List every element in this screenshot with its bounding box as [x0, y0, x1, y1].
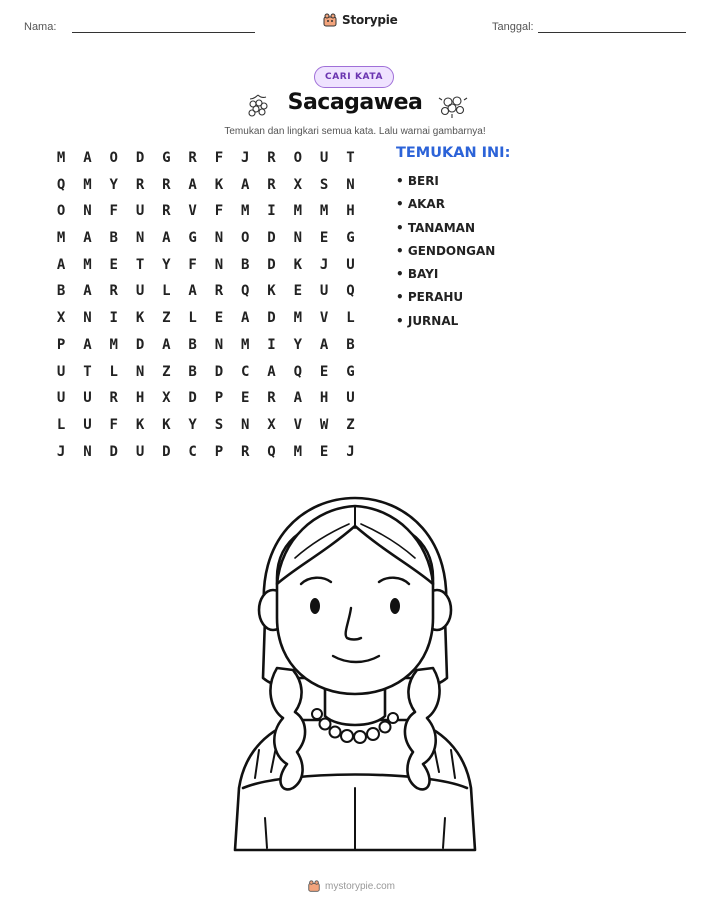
grid-letter[interactable]: I	[109, 310, 118, 327]
grid-letter[interactable]: P	[214, 390, 224, 407]
grid-letter[interactable]: G	[188, 230, 197, 247]
grid-letter[interactable]: R	[267, 150, 276, 166]
grid-letter[interactable]: Z	[346, 416, 355, 433]
grid-letter[interactable]: J	[319, 256, 329, 273]
grid-letter[interactable]: H	[319, 390, 329, 407]
grid-letter[interactable]: U	[135, 203, 145, 220]
grid-letter[interactable]: R	[135, 176, 145, 193]
grid-letter[interactable]: Z	[162, 310, 171, 327]
grid-letter[interactable]: F	[214, 150, 224, 166]
brand-logo	[322, 12, 398, 28]
grid-letter[interactable]: T	[135, 256, 145, 273]
grid-letter[interactable]: N	[83, 443, 92, 460]
grid-letter[interactable]: Y	[188, 416, 197, 433]
grid-letter[interactable]: A	[83, 336, 92, 353]
grid-letter[interactable]: W	[319, 416, 329, 433]
word-list-title: TEMUKAN INI:	[396, 145, 511, 161]
brand-name: Storypie	[342, 13, 398, 27]
grid-letter[interactable]: C	[188, 443, 197, 460]
grid-letter[interactable]: O	[241, 230, 250, 247]
grid-letter[interactable]: U	[83, 390, 92, 407]
grid-letter[interactable]: J	[241, 150, 250, 166]
grid-letter[interactable]: F	[109, 416, 118, 433]
grid-letter[interactable]: Q	[241, 283, 250, 300]
grid-letter[interactable]: Z	[162, 363, 171, 380]
grid-letter[interactable]: U	[319, 150, 329, 166]
grid-letter[interactable]: T	[83, 363, 92, 380]
grid-letter[interactable]: H	[346, 203, 355, 220]
grid-letter[interactable]: D	[109, 443, 118, 460]
grid-letter[interactable]: B	[109, 230, 118, 247]
grid-letter[interactable]: E	[293, 283, 303, 300]
word-list-item: • AKAR	[396, 197, 445, 212]
name-line	[72, 32, 255, 33]
word-list-item: • GENDONGAN	[396, 243, 496, 258]
grid-letter[interactable]: N	[214, 336, 224, 353]
grid-letter[interactable]: R	[109, 390, 118, 407]
grid-letter[interactable]: M	[109, 336, 118, 353]
grid-letter[interactable]: M	[293, 310, 303, 327]
grid-letter[interactable]: K	[135, 416, 145, 433]
grid-letter[interactable]: O	[56, 203, 66, 220]
grid-letter[interactable]: E	[319, 443, 329, 460]
grid-letter[interactable]: D	[267, 310, 276, 327]
date-line	[538, 32, 686, 33]
grid-letter[interactable]: R	[267, 390, 276, 407]
grid-letter[interactable]: D	[188, 390, 197, 407]
grid-letter[interactable]: X	[293, 176, 303, 193]
grid-letter[interactable]: K	[293, 256, 303, 273]
grid-letter[interactable]: H	[135, 390, 145, 407]
grid-letter[interactable]: Q	[56, 176, 66, 193]
grid-letter[interactable]: K	[162, 416, 171, 433]
grid-letter[interactable]: D	[162, 443, 171, 460]
grid-letter[interactable]: I	[267, 336, 276, 353]
grid-letter[interactable]: R	[162, 203, 171, 220]
word-list-item: • TANAMAN	[396, 220, 475, 235]
grid-letter[interactable]: Q	[346, 283, 355, 300]
grid-letter[interactable]: A	[162, 336, 171, 353]
word-list	[396, 172, 495, 335]
page-title: Sacagawea	[287, 90, 423, 115]
grid-letter[interactable]: R	[162, 176, 171, 193]
grid-letter[interactable]: V	[293, 416, 303, 433]
grid-letter[interactable]: U	[135, 283, 145, 300]
grid-letter[interactable]: B	[188, 336, 197, 353]
grid-letter[interactable]: N	[83, 310, 92, 327]
grid-letter[interactable]: U	[346, 256, 355, 273]
footer	[307, 879, 395, 893]
grid-letter[interactable]: G	[162, 150, 171, 166]
grid-letter[interactable]: A	[83, 283, 92, 300]
grid-letter[interactable]: A	[162, 230, 171, 247]
grid-letter[interactable]: R	[214, 283, 224, 300]
grid-letter[interactable]: N	[346, 176, 355, 193]
grid-letter[interactable]: O	[293, 150, 303, 166]
grid-letter[interactable]: K	[267, 283, 276, 300]
word-list-item: • JURNAL	[396, 313, 459, 328]
grid-letter[interactable]: V	[188, 203, 197, 220]
grid-letter[interactable]: A	[241, 176, 250, 193]
grid-letter[interactable]: J	[56, 443, 66, 460]
grid-letter[interactable]: X	[56, 310, 66, 327]
storypie-logo-icon	[307, 879, 321, 893]
grid-letter[interactable]: N	[135, 230, 145, 247]
grid-letter[interactable]: A	[83, 150, 92, 166]
grid-letter[interactable]: N	[83, 203, 92, 220]
grid-letter[interactable]: U	[56, 363, 66, 380]
instructions: Temukan dan lingkari semua kata. Lalu warnai gambarnya!	[224, 126, 486, 137]
grid-letter[interactable]: N	[293, 230, 303, 247]
grid-letter[interactable]: F	[214, 203, 224, 220]
grid-letter[interactable]: D	[267, 256, 276, 273]
grid-letter[interactable]: R	[109, 283, 118, 300]
grid-letter[interactable]: U	[346, 390, 355, 407]
grid-letter[interactable]: N	[135, 363, 145, 380]
grid-letter[interactable]: M	[319, 203, 329, 220]
word-list-item: • BAYI	[396, 267, 439, 282]
grid-letter[interactable]: B	[56, 283, 66, 300]
grid-letter[interactable]: Y	[293, 336, 303, 353]
footer-url: mystorypie.com	[325, 880, 396, 892]
grid-letter[interactable]: E	[214, 310, 224, 327]
grid-letter[interactable]: L	[188, 310, 197, 327]
grid-letter[interactable]: B	[241, 256, 250, 273]
grid-letter[interactable]: M	[83, 176, 92, 193]
name-label: Nama:	[24, 21, 57, 33]
sacagawea-portrait-illustration	[225, 488, 485, 860]
grid-letter[interactable]: L	[162, 283, 171, 300]
grid-letter[interactable]: Y	[162, 256, 171, 273]
grid-letter[interactable]: K	[214, 176, 224, 193]
grid-letter[interactable]: A	[188, 176, 197, 193]
grid-letter[interactable]: U	[135, 443, 145, 460]
grid-letter[interactable]: G	[346, 230, 355, 247]
grid-letter[interactable]: E	[241, 390, 250, 407]
grid-letter[interactable]: M	[293, 203, 303, 220]
grid-letter[interactable]: A	[267, 363, 276, 380]
grid-letter[interactable]: A	[56, 256, 66, 273]
grid-letter[interactable]: Q	[293, 363, 303, 380]
grid-letter[interactable]: F	[188, 256, 197, 273]
grid-letter[interactable]: M	[56, 230, 66, 247]
grid-letter[interactable]: M	[241, 336, 250, 353]
activity-badge: CARI KATA	[314, 66, 394, 88]
grid-letter[interactable]: D	[267, 230, 276, 247]
grid-letter[interactable]: M	[293, 443, 303, 460]
grid-letter[interactable]: E	[109, 256, 118, 273]
grid-letter[interactable]: U	[319, 283, 329, 300]
grid-letter[interactable]: P	[56, 336, 66, 353]
grid-letter[interactable]: S	[319, 176, 329, 193]
grid-letter[interactable]: S	[214, 416, 224, 433]
grid-letter[interactable]: R	[188, 150, 197, 166]
grid-letter[interactable]: L	[56, 416, 66, 433]
storypie-logo-icon	[322, 12, 338, 28]
word-list-item: • BERI	[396, 174, 439, 188]
grid-letter[interactable]: R	[267, 176, 276, 193]
grid-letter[interactable]: E	[319, 363, 329, 380]
grid-letter[interactable]: Y	[109, 176, 118, 193]
grid-letter[interactable]: I	[267, 203, 276, 220]
grid-letter[interactable]: J	[346, 443, 355, 460]
grid-letter[interactable]: B	[188, 363, 197, 380]
grid-letter[interactable]: G	[346, 363, 355, 380]
grid-letter[interactable]: O	[109, 150, 118, 166]
grid-letter[interactable]: N	[214, 256, 224, 273]
grid-letter[interactable]: T	[346, 150, 355, 166]
grid-letter[interactable]: K	[135, 310, 145, 327]
date-label: Tanggal:	[492, 21, 534, 33]
grid-letter[interactable]: U	[83, 416, 92, 433]
grid-letter[interactable]: P	[214, 443, 224, 460]
flower-icon	[438, 92, 468, 120]
grid-letter[interactable]: X	[162, 390, 171, 407]
grid-letter[interactable]: A	[188, 283, 197, 300]
grid-letter[interactable]: C	[241, 363, 250, 380]
grid-letter[interactable]: E	[319, 230, 329, 247]
grid-letter[interactable]: D	[135, 336, 145, 353]
word-list-item: • PERAHU	[396, 290, 464, 305]
grid-letter[interactable]: D	[135, 150, 145, 166]
grid-letter[interactable]: V	[319, 310, 329, 327]
word-search-grid	[48, 148, 364, 468]
grid-letter[interactable]: A	[293, 390, 303, 407]
grid-letter[interactable]: A	[319, 336, 329, 353]
grid-letter[interactable]: L	[346, 310, 355, 327]
grid-letter[interactable]: A	[83, 230, 92, 247]
grid-letter[interactable]: M	[241, 203, 250, 220]
grid-letter[interactable]: D	[214, 363, 224, 380]
grid-letter[interactable]: M	[83, 256, 92, 273]
grid-letter[interactable]: N	[241, 416, 250, 433]
grid-letter[interactable]: L	[109, 363, 118, 380]
grid-letter[interactable]: M	[56, 150, 66, 166]
grid-letter[interactable]: B	[346, 336, 355, 353]
grid-letter[interactable]: R	[241, 443, 250, 460]
grid-letter[interactable]: Q	[267, 443, 276, 460]
grid-letter[interactable]: F	[109, 203, 118, 220]
grid-letter[interactable]: U	[56, 390, 66, 407]
grid-letter[interactable]: X	[267, 416, 276, 433]
grid-letter[interactable]: A	[241, 310, 250, 327]
grid-letter[interactable]: N	[214, 230, 224, 247]
